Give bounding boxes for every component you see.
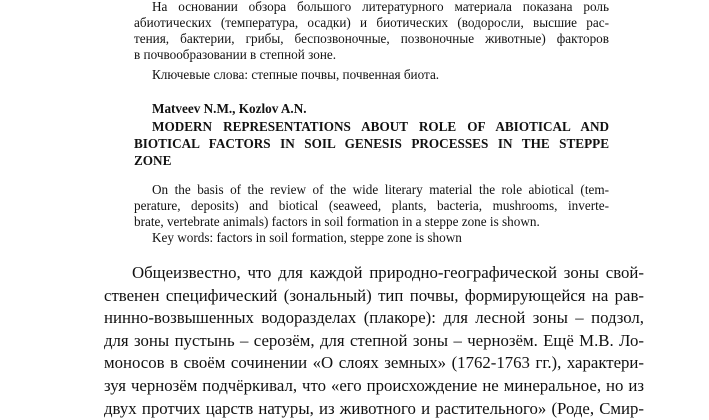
ru-abstract-line: На основании обзора большого литературного материала показана роль [152,0,609,14]
en-keywords: Key words: factors in soil formation, steppe zone is shown [152,230,462,245]
body-line: для зоны пустынь – серозём, для степной зоны – чернозём. Ещё М.В. Ло- [104,330,644,350]
english-title [134,118,609,169]
body-line: ственен специфический (зональный) тип почвы, формирующейся на рав- [104,285,644,305]
body-paragraph [104,262,644,420]
ru-keywords: Ключевые слова: степные почвы, почвенная биота. [152,67,440,82]
english-title-line: ZONE [134,153,172,168]
english-authors: Matveev N.M., Kozlov A.N. [152,101,307,116]
en-abstract-line: brate, vertebrate animals) factors in soil formation in a steppe zone is shown. [134,214,540,229]
ru-abstract-line: тения, бактерии, грибы, беспозвоночные, позвоночные животные) факторов [134,31,609,46]
body-line: двух протчих царств натуры, из животного и растительного» (Роде, Смир- [104,398,644,418]
ru-abstract-line: абиотических (температура, осадки) и биотических (водоросли, высшие рас- [134,15,609,30]
en-abstract-line: perature, deposits) and biotical (seaweed, plants, bacteria, mushrooms, inverte- [134,198,609,213]
russian-abstract [134,0,609,83]
en-abstract-line: On the basis of the review of the wide literary material the role abiotical (tem- [152,182,609,197]
body-line: зуя чернозём подчёркивал, что «его происхождение не минеральное, но из [104,375,644,395]
english-title-line: MODERN REPRESENTATIONS ABOUT ROLE OF ABIOTICAL AND [152,119,609,134]
english-title-line: BIOTICAL FACTORS IN SOIL GENESIS PROCESSES IN THE STEPPE [134,136,609,151]
ru-abstract-line: в почвообразовании в степной зоне. [134,47,337,62]
body-line: Общеизвестно, что для каждой природно-географической зоны свой- [132,263,644,282]
body-line: моносов в своём сочинении «О слоях земных» (1762-1763 гг.), характери- [104,353,644,373]
body-line: нинно-возвышенных водоразделах (плакоре): для лесной зоны – подзол, [104,308,644,328]
english-abstract [134,182,609,246]
